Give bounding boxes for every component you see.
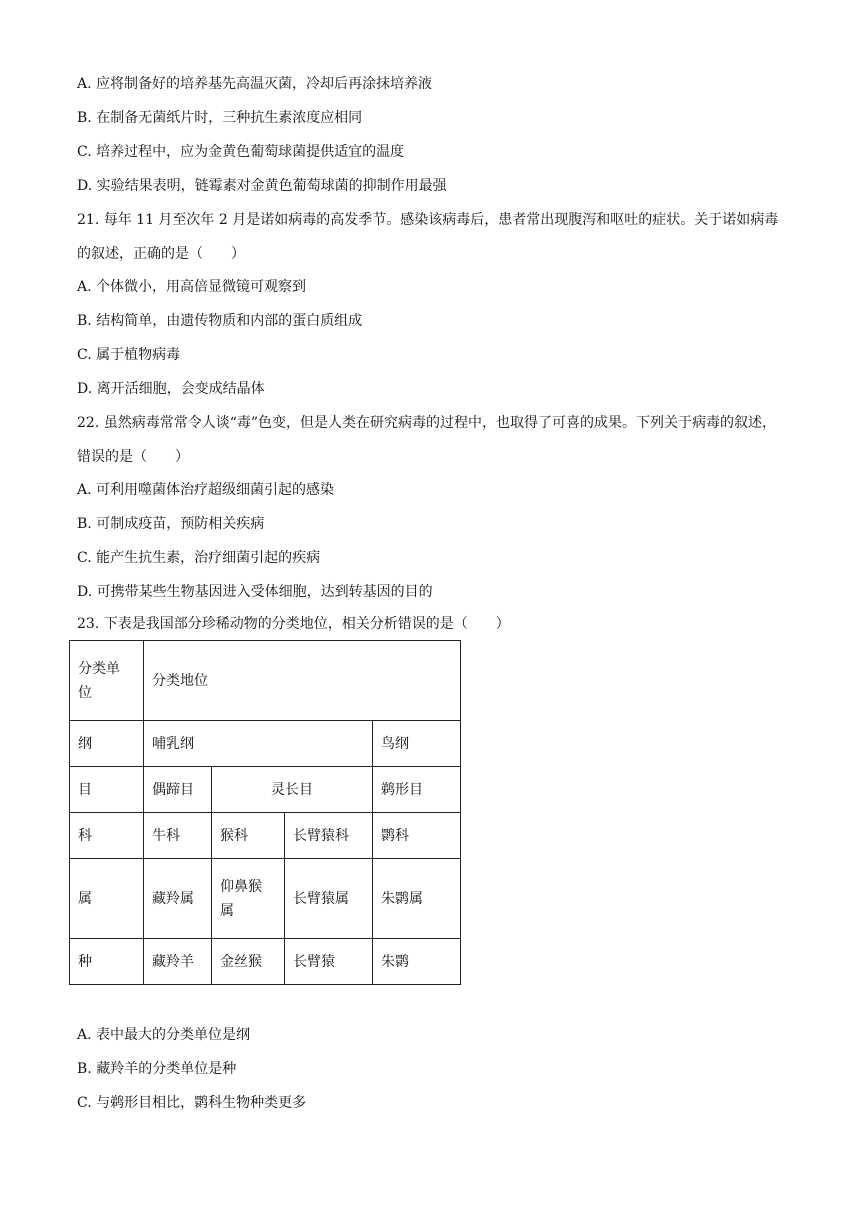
q22-option-a: A. 可利用噬菌体治疗超级细菌引起的感染 xyxy=(77,482,335,498)
table-row-class xyxy=(70,721,461,767)
q20-option-d: D. 实验结果表明，链霉素对金黄色葡萄球菌的抑制作用最强 xyxy=(77,178,447,194)
row-label-genus: 属 xyxy=(70,859,144,939)
q23-stem: 23. 下表是我国部分珍稀动物的分类地位，相关分析错误的是（ ） xyxy=(77,616,510,632)
cell-artiodactyla: 偶蹄目 xyxy=(144,767,212,813)
cell-primates: 灵长目 xyxy=(212,767,373,813)
q22-option-b: B. 可制成疫苗，预防相关疾病 xyxy=(77,516,265,532)
cell-species-3: 长臂猿 xyxy=(285,939,373,985)
table-row-order xyxy=(70,767,461,813)
table-row-genus xyxy=(70,859,461,939)
table-header-unit xyxy=(70,641,144,721)
q23-option-a: A. 表中最大的分类单位是纲 xyxy=(77,1027,251,1043)
cell-genus-2: 仰鼻猴属 xyxy=(212,859,285,939)
cell-species-1: 藏羚羊 xyxy=(144,939,212,985)
cell-family-4: 鹮科 xyxy=(373,813,461,859)
cell-genus-1: 藏羚属 xyxy=(144,859,212,939)
q21-option-c: C. 属于植物病毒 xyxy=(77,347,181,363)
cell-genus-4: 朱鹮属 xyxy=(373,859,461,939)
q23-option-b: B. 藏羚羊的分类单位是种 xyxy=(77,1061,237,1077)
row-label-order: 目 xyxy=(70,767,144,813)
row-label-class: 纲 xyxy=(70,721,144,767)
q20-option-a: A. 应将制备好的培养基先高温灭菌，冷却后再涂抹培养液 xyxy=(77,76,433,92)
cell-ciconiiformes: 鹈形目 xyxy=(373,767,461,813)
q21-option-b: B. 结构简单，由遗传物质和内部的蛋白质组成 xyxy=(77,313,363,329)
q22-option-d: D. 可携带某些生物基因进入受体细胞，达到转基因的目的 xyxy=(77,584,433,600)
cell-family-2: 猴科 xyxy=(212,813,285,859)
cell-bird-class: 鸟纲 xyxy=(373,721,461,767)
table-header-row xyxy=(70,641,461,721)
q22-stem: 22. 虽然病毒常常令人谈“毒”色变，但是人类在研究病毒的过程中，也取得了可喜的成果。下列关于病毒的叙述，错误的是（ ） xyxy=(77,415,777,465)
taxonomy-table xyxy=(69,640,461,985)
q23-option-c: C. 与鹈形目相比，鹮科生物种类更多 xyxy=(77,1095,307,1111)
table-header-position xyxy=(144,641,461,721)
cell-species-4: 朱鹮 xyxy=(373,939,461,985)
table-row-species xyxy=(70,939,461,985)
q21-option-a: A. 个体微小，用高倍显微镜可观察到 xyxy=(77,279,307,295)
cell-genus-3: 长臂猿属 xyxy=(285,859,373,939)
header-unit-text: 分类单位 xyxy=(78,660,120,701)
q20-option-b: B. 在制备无菌纸片时，三种抗生素浓度应相同 xyxy=(77,110,363,126)
q20-option-c: C. 培养过程中，应为金黄色葡萄球菌提供适宜的温度 xyxy=(77,144,405,160)
row-label-family: 科 xyxy=(70,813,144,859)
q21-option-d: D. 离开活细胞，会变成结晶体 xyxy=(77,381,265,397)
cell-family-3: 长臂猿科 xyxy=(285,813,373,859)
cell-species-2: 金丝猴 xyxy=(212,939,285,985)
cell-mammal-class: 哺乳纲 xyxy=(144,721,373,767)
table-row-family xyxy=(70,813,461,859)
q21-stem: 21. 每年 11 月至次年 2 月是诺如病毒的高发季节。感染该病毒后，患者常出现腹泻和呕吐的症状。关于诺如病毒的叙述，正确的是（ ） xyxy=(77,212,779,262)
row-label-species: 种 xyxy=(70,939,144,985)
cell-family-1: 牛科 xyxy=(144,813,212,859)
q22-option-c: C. 能产生抗生素，治疗细菌引起的疾病 xyxy=(77,550,321,566)
header-position-text: 分类地位 xyxy=(152,672,208,689)
